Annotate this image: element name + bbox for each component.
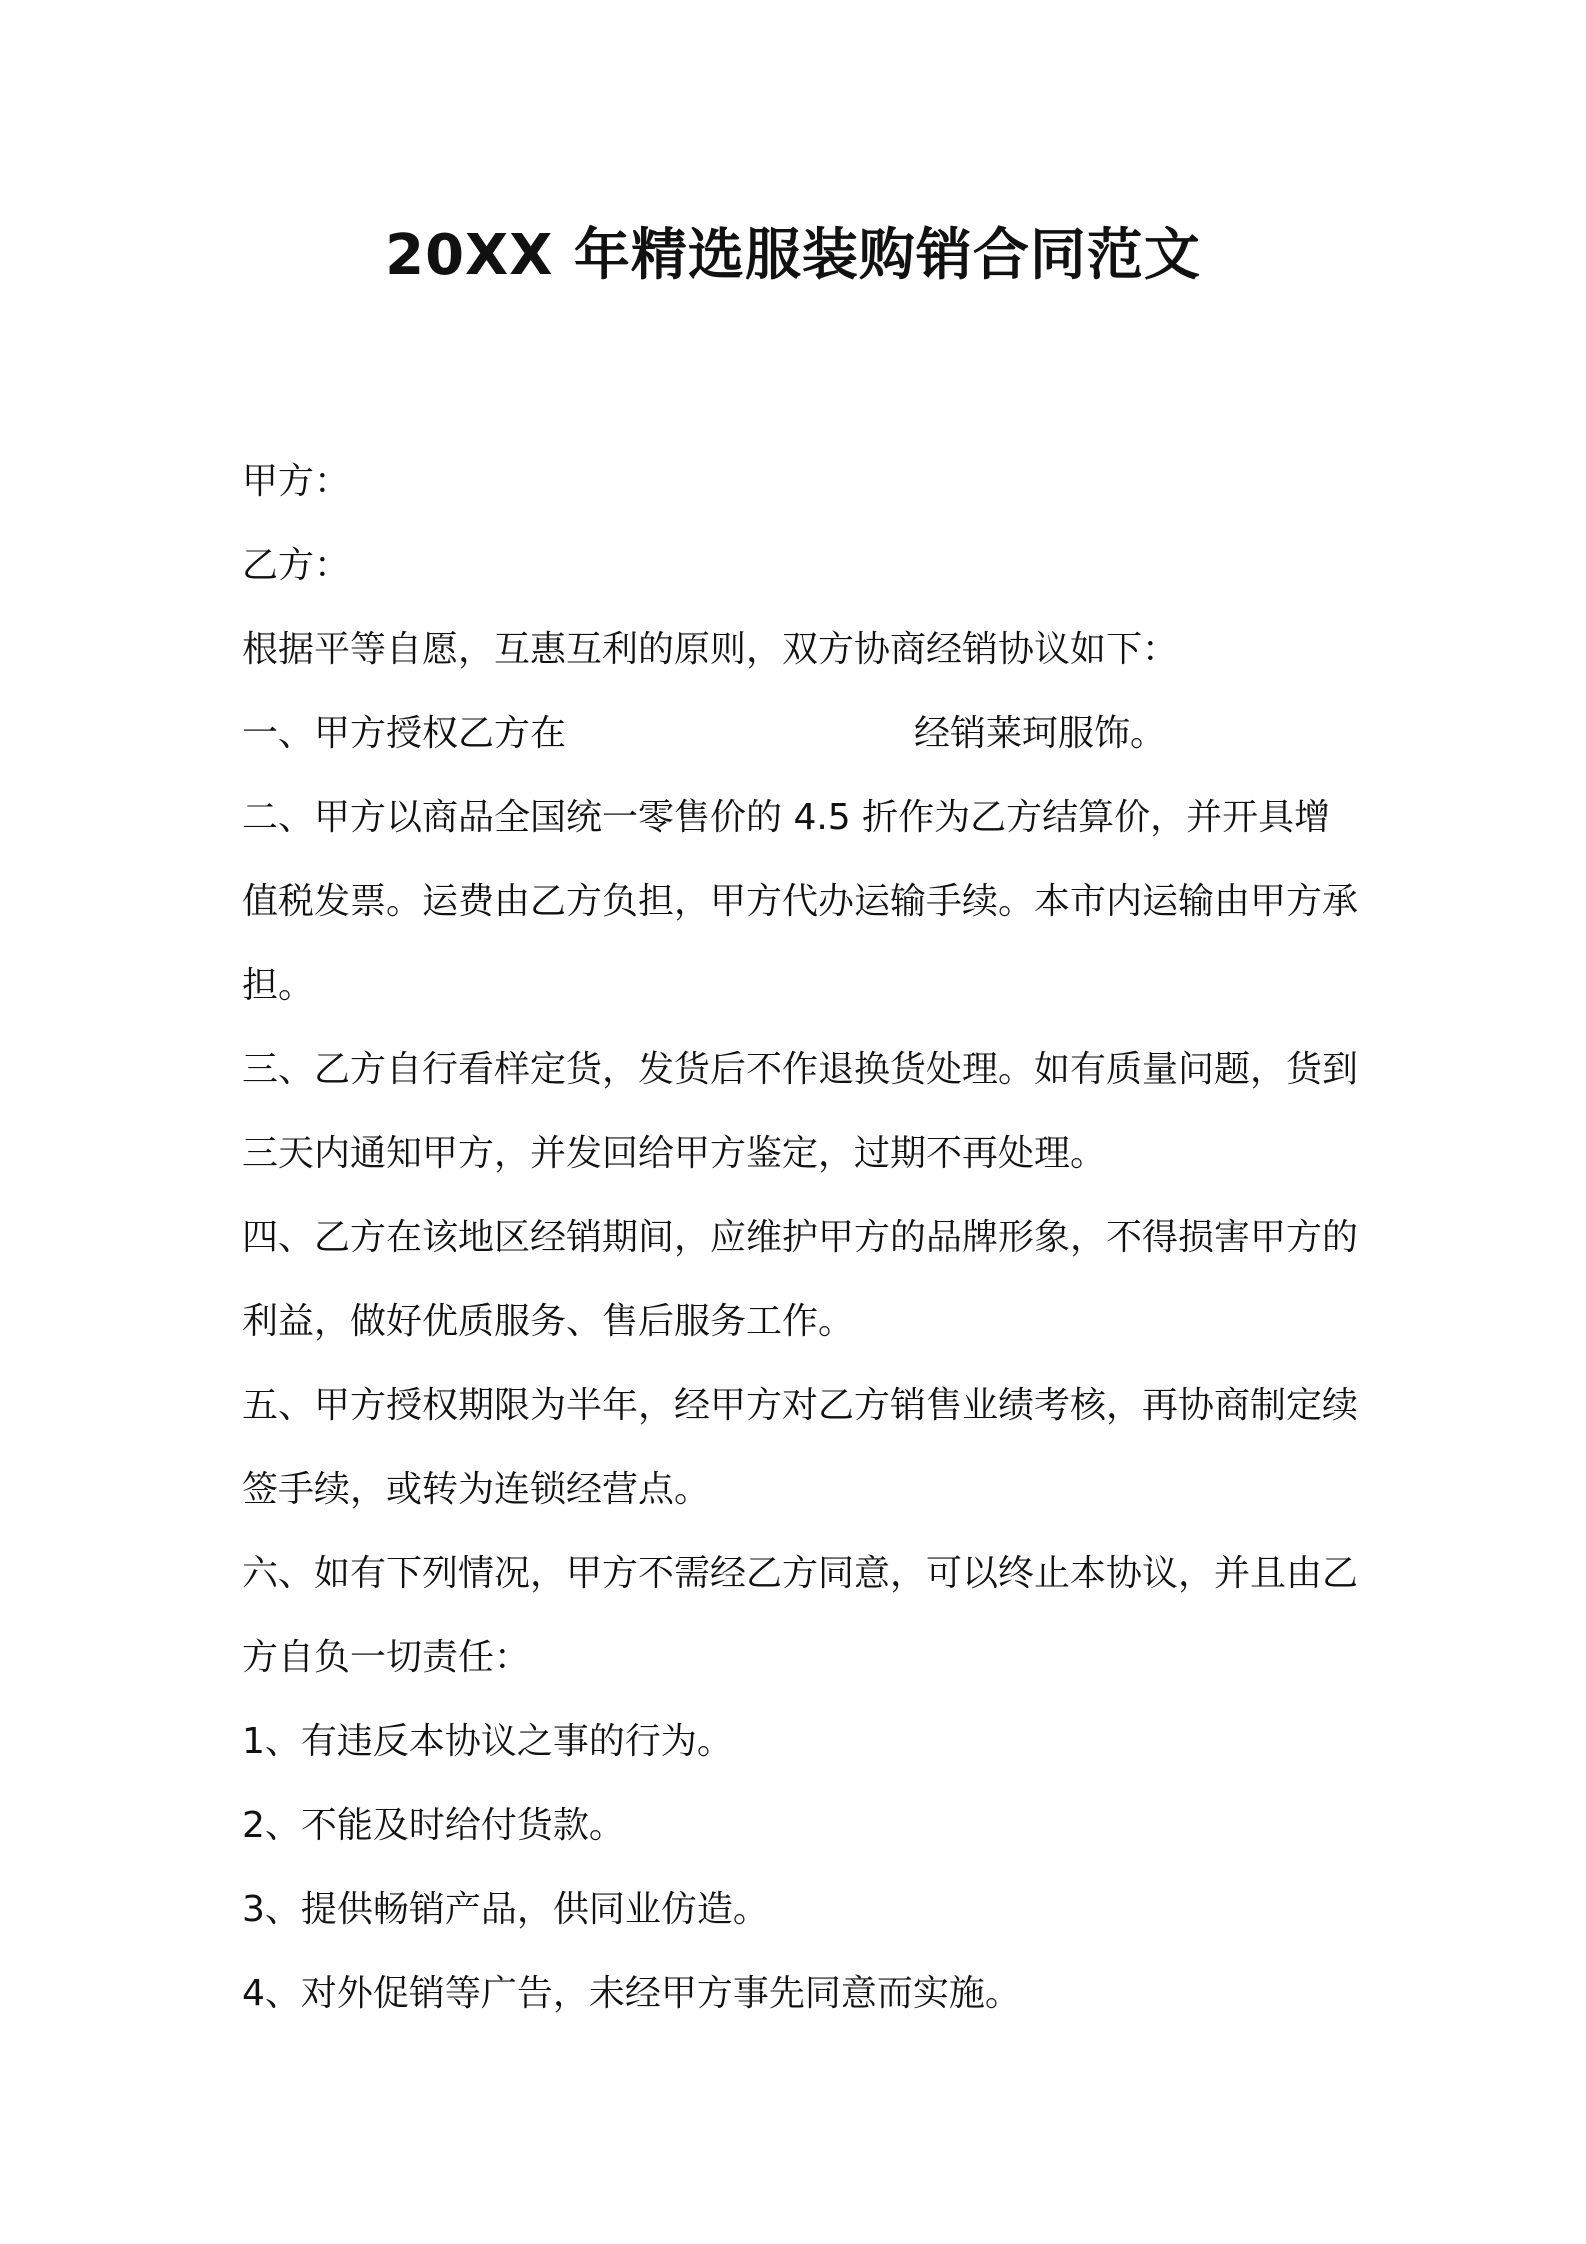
clause-6: 六、如有下列情况，甲方不需经乙方同意，可以终止本协议，并且由乙方自负一切责任： [242, 1553, 1359, 1678]
clause-1 [242, 692, 1362, 776]
party-a-line: 甲方： [242, 461, 351, 502]
list-item: 4、对外促销等广告，未经甲方事先同意而实施。 [242, 1973, 1021, 2014]
document-body [242, 440, 1362, 2036]
clause-5: 五、甲方授权期限为半年，经甲方对乙方销售业绩考核，再协商制定续签手续，或转为连锁经营点。 [242, 1385, 1359, 1510]
intro-paragraph: 根据平等自愿，互惠互利的原则，双方协商经销协议如下： [242, 629, 1179, 670]
list-item: 3、提供畅销产品，供同业仿造。 [242, 1889, 769, 1930]
clause-3: 三、乙方自行看样定货，发货后不作退换货处理。如有质量问题，货到三天内通知甲方，并发回给甲方鉴定，过期不再处理。 [242, 1049, 1359, 1174]
clause-1-part-1: 一、甲方授权乙方在 [242, 713, 567, 754]
list-item: 2、不能及时给付货款。 [242, 1805, 625, 1846]
list-item: 1、有违反本协议之事的行为。 [242, 1721, 733, 1762]
clause-2: 二、甲方以商品全国统一零售价的 4.5 折作为乙方结算价，并开具增值税发票。运费由乙方负担，甲方代办运输手续。本市内运输由甲方承担。 [242, 797, 1359, 1006]
document-title: 20XX 年精选服装购销合同范文 [385, 223, 1201, 288]
party-b-line: 乙方： [242, 545, 351, 586]
clause-1-part-2: 经销莱珂服饰。 [914, 713, 1167, 754]
clause-4: 四、乙方在该地区经销期间，应维护甲方的品牌形象，不得损害甲方的利益，做好优质服务、售后服务工作。 [242, 1217, 1359, 1342]
